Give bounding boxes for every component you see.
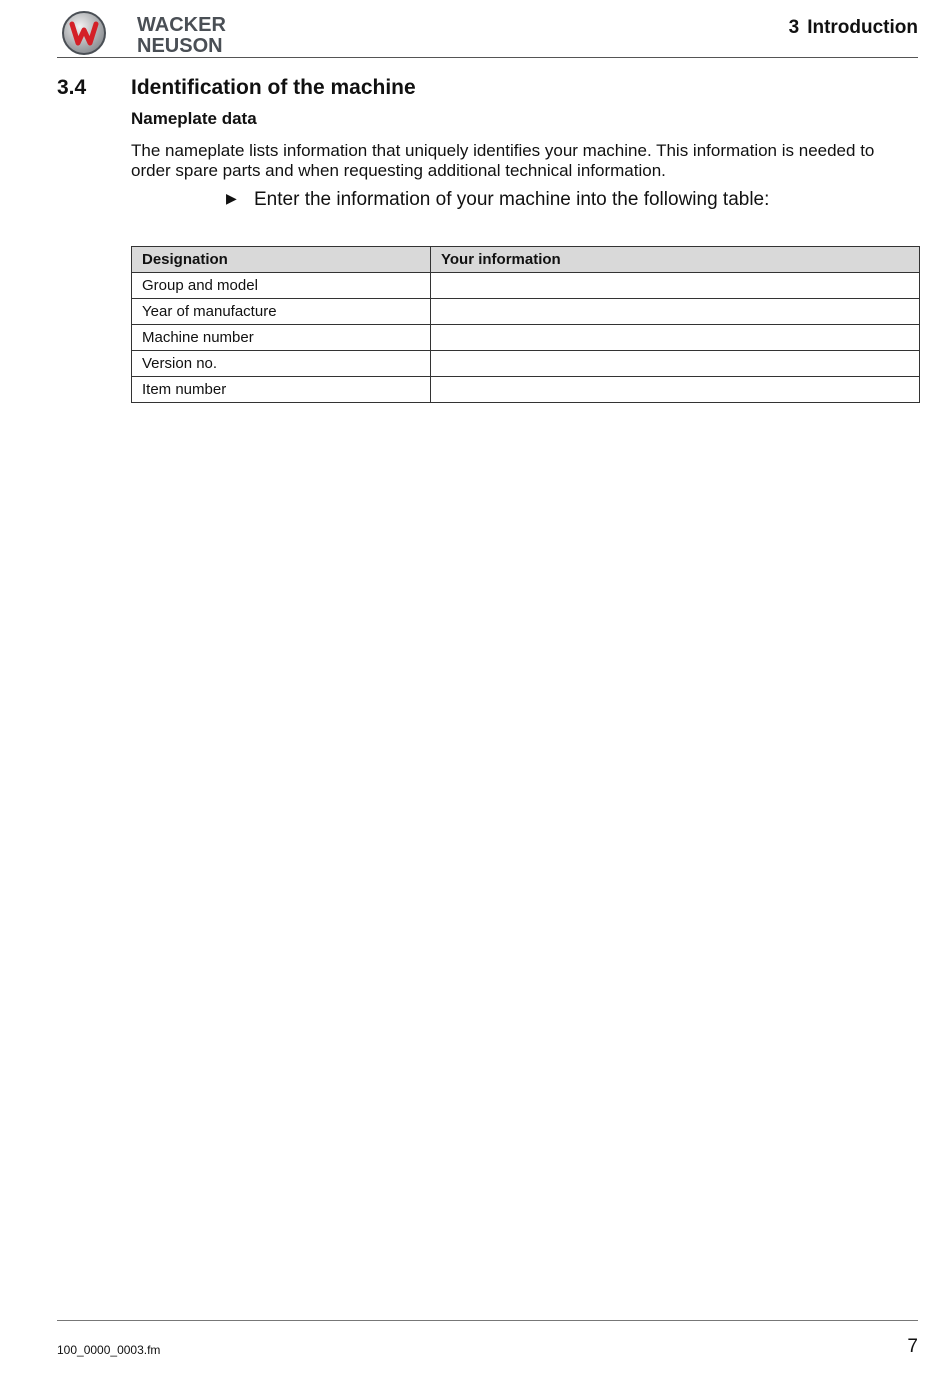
- page-footer: [57, 1320, 918, 1357]
- instruction-step: [226, 189, 769, 211]
- your-information-cell[interactable]: [431, 273, 920, 299]
- table-row: [132, 273, 920, 299]
- column-header-designation: Designation: [132, 247, 431, 273]
- your-information-cell[interactable]: [431, 351, 920, 377]
- designation-cell: Machine number: [132, 325, 431, 351]
- page-number: 7: [907, 1336, 918, 1357]
- logo-text-line1: WACKER: [137, 14, 226, 36]
- table-row: [132, 377, 920, 403]
- your-information-cell[interactable]: [431, 299, 920, 325]
- designation-cell: Item number: [132, 377, 431, 403]
- designation-cell: Year of manufacture: [132, 299, 431, 325]
- bullet-arrow-icon: ▶: [226, 190, 237, 206]
- identification-table: [131, 246, 920, 403]
- section-number: 3.4: [57, 76, 87, 99]
- intro-paragraph: The nameplate lists information that uniquely identifies your machine. This information is needed to order spare parts and when requesting additional technical information.: [131, 141, 875, 180]
- table-row: [132, 325, 920, 351]
- logo-text-line2: NEUSON: [137, 35, 223, 57]
- subheading: Nameplate data: [131, 109, 257, 128]
- instruction-text: Enter the information of your machine into the following table:: [254, 189, 770, 210]
- section-title: Identification of the machine: [131, 76, 416, 99]
- wacker-neuson-logo: [60, 9, 250, 57]
- page-header: [57, 6, 918, 58]
- your-information-cell[interactable]: [431, 325, 920, 351]
- footer-filename: 100_0000_0003.fm: [57, 1343, 161, 1357]
- table-row: [132, 299, 920, 325]
- table-header-row: [132, 247, 920, 273]
- chapter-title: Introduction: [807, 17, 918, 38]
- section-heading: [57, 76, 416, 100]
- column-header-your-information: Your information: [431, 247, 920, 273]
- chapter-number: 3: [788, 17, 800, 38]
- designation-cell: Version no.: [132, 351, 431, 377]
- designation-cell: Group and model: [132, 273, 431, 299]
- chapter-heading: [789, 17, 918, 39]
- your-information-cell[interactable]: [431, 377, 920, 403]
- table-row: [132, 351, 920, 377]
